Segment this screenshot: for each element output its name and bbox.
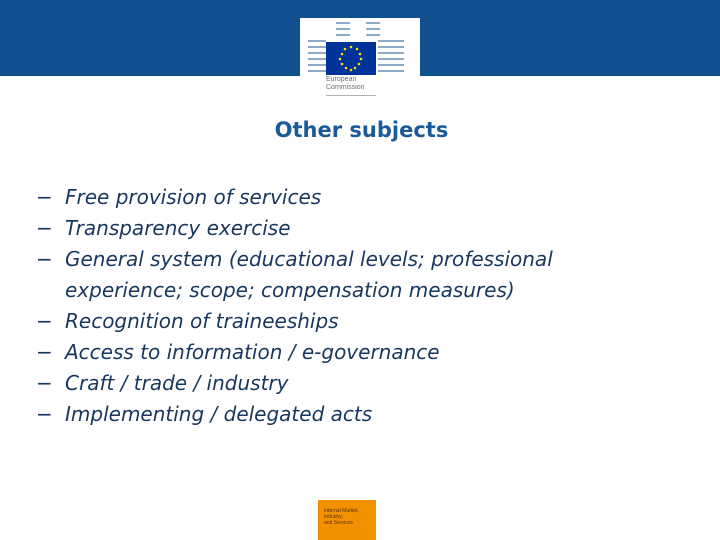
bullet-text: Recognition of traineeships bbox=[65, 309, 339, 333]
bullet-dash: − bbox=[36, 247, 53, 271]
dg-badge-line-3: and Services bbox=[324, 520, 353, 526]
list-item bbox=[36, 306, 676, 337]
bullet-text: General system (educational levels; professional bbox=[65, 247, 553, 271]
bullet-dash: − bbox=[36, 371, 53, 395]
logo-line-1: European bbox=[326, 76, 357, 83]
list-item bbox=[36, 244, 676, 275]
bullet-dash: − bbox=[36, 216, 53, 240]
list-item bbox=[36, 368, 676, 399]
logo-line-2: Commission bbox=[326, 84, 365, 91]
list-item-continuation bbox=[36, 275, 676, 306]
bullet-text: Implementing / delegated acts bbox=[65, 402, 373, 426]
slide-title bbox=[0, 118, 720, 142]
bullet-dash: − bbox=[36, 402, 53, 426]
bullet-dash: − bbox=[36, 185, 53, 209]
list-item bbox=[36, 399, 676, 430]
bullet-text: Transparency exercise bbox=[65, 216, 291, 240]
bullet-text: Free provision of services bbox=[65, 185, 322, 209]
bullet-text: experience; scope; compensation measures) bbox=[65, 278, 515, 302]
european-commission-logo bbox=[300, 18, 420, 98]
dg-badge-text bbox=[324, 508, 374, 526]
dg-badge-line-1: Internal Market, bbox=[324, 508, 359, 514]
list-item bbox=[36, 182, 676, 213]
list-item bbox=[36, 337, 676, 368]
dg-badge-line-2: Industry, bbox=[324, 514, 343, 520]
bullet-text: Craft / trade / industry bbox=[65, 371, 289, 395]
bullet-text: Access to information / e-governance bbox=[65, 340, 440, 364]
dg-badge bbox=[318, 500, 376, 540]
bullet-list bbox=[36, 182, 676, 430]
logo-caption bbox=[326, 76, 386, 92]
logo-divider bbox=[326, 95, 376, 96]
bullet-dash: − bbox=[36, 309, 53, 333]
slide-title-text: Other subjects bbox=[274, 118, 449, 142]
list-item bbox=[36, 213, 676, 244]
bullet-dash: − bbox=[36, 340, 53, 364]
